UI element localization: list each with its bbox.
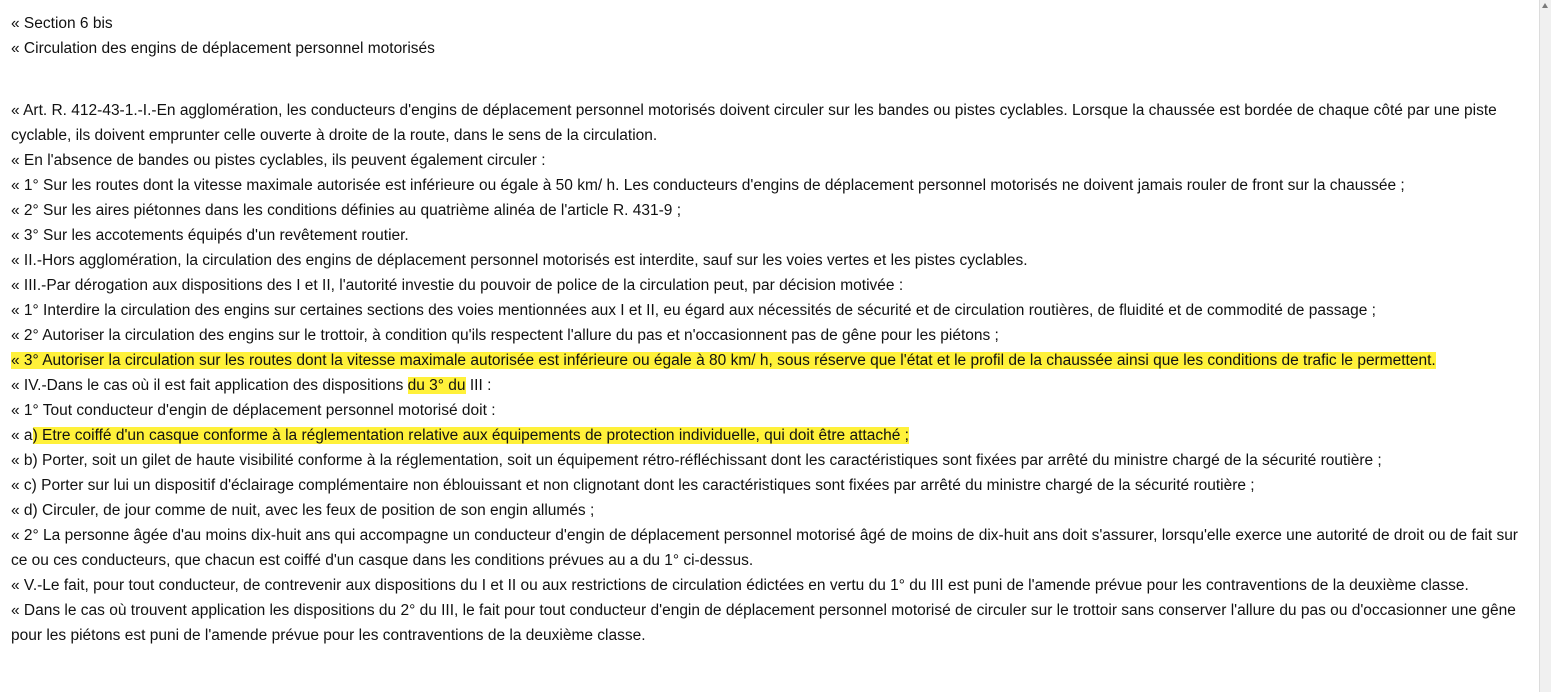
article-paragraph: « Art. R. 412-43-1.-I.-En agglomération, les conducteurs d'engins de déplacement personnel motorisés doivent circuler sur les bandes ou pistes cyclables. Lorsque la chaussée est bordée de chaque côté par une piste cyclable, ils doivent emprunter celle ouverte à droite de la route, dans le sens de la circulation. xyxy=(11,102,1497,144)
spacer xyxy=(11,61,1537,98)
vertical-scrollbar[interactable] xyxy=(1539,0,1551,692)
paragraph-text: III : xyxy=(465,377,492,394)
highlight: « 3° Autoriser la circulation sur les routes dont la vitesse maximale autorisée est inférieure ou égale à 80 km/ h, sous réserve que l'état et le profil de la chaussée ainsi que les conditions de trafic le permettent. xyxy=(11,352,1436,369)
scroll-up-arrow-icon[interactable] xyxy=(1542,3,1548,8)
article-paragraph: « 1° Sur les routes dont la vitesse maximale autorisée est inférieure ou égale à 50 km/ h. Les conducteurs d'engins de déplacement personnel motorisés ne doivent jamais rouler de front sur la chaussée ; xyxy=(11,177,1405,194)
article-paragraph: « 2° Sur les aires piétonnes dans les conditions définies au quatrième alinéa de l'article R. 431-9 ; xyxy=(11,202,682,219)
article-paragraph: « 3° Sur les accotements équipés d'un revêtement routier. xyxy=(11,227,409,244)
article-paragraph: « 2° Autoriser la circulation des engins sur le trottoir, à condition qu'ils respectent l'allure du pas et n'occasionnent pas de gêne pour les piétons ; xyxy=(11,327,999,344)
article-paragraph: « 1° Interdire la circulation des engins sur certaines sections des voies mentionnées aux I et II, eu égard aux nécessités de sécurité et de circulation routières, de fluidité et de commodité de passage ; xyxy=(11,302,1376,319)
article-paragraph: « 1° Tout conducteur d'engin de déplacement personnel motorisé doit : xyxy=(11,402,496,419)
highlight: ) Etre coiffé d'un casque conforme à la réglementation relative aux équipements de protection individuelle, qui doit être attaché ; xyxy=(32,427,909,444)
article-paragraph: « d) Circuler, de jour comme de nuit, avec les feux de position de son engin allumés ; xyxy=(11,502,595,519)
article-paragraph: « V.-Le fait, pour tout conducteur, de contrevenir aux dispositions du I et II ou aux restrictions de circulation édictées en vertu du 1° du III est puni de l'amende prévue pour les contraventions de la deuxième classe. xyxy=(11,577,1469,594)
article-paragraph: « II.-Hors agglomération, la circulation des engins de déplacement personnel motorisés est interdite, sauf sur les voies vertes et les pistes cyclables. xyxy=(11,252,1028,269)
highlight: du 3° du xyxy=(407,377,466,394)
article-paragraph: « Dans le cas où trouvent application les dispositions du 2° du III, le fait pour tout conducteur d'engin de déplacement personnel motorisé de circuler sur le trottoir sans conserver l'allure du pas ou d'occasionner une gêne pour les piétons est puni de l'amende prévue pour les contraventions de la deuxième classe. xyxy=(11,602,1516,644)
section-title: « Section 6 bis xyxy=(11,15,113,32)
section-subtitle: « Circulation des engins de déplacement personnel motorisés xyxy=(11,40,435,57)
article-paragraph-highlighted xyxy=(11,348,1537,373)
article-paragraph: « III.-Par dérogation aux dispositions des I et II, l'autorité investie du pouvoir de police de la circulation peut, par décision motivée : xyxy=(11,277,904,294)
article-paragraph: « En l'absence de bandes ou pistes cyclables, ils peuvent également circuler : xyxy=(11,152,546,169)
document-body xyxy=(11,11,1537,648)
paragraph-text: « a xyxy=(11,427,33,444)
article-paragraph: « c) Porter sur lui un dispositif d'éclairage complémentaire non éblouissant et non clignotant dont les caractéristiques sont fixées par arrêté du ministre chargé de la sécurité routière ; xyxy=(11,477,1255,494)
article-paragraph xyxy=(11,423,1537,448)
paragraph-text: « IV.-Dans le cas où il est fait application des dispositions xyxy=(11,377,408,394)
article-paragraph: « b) Porter, soit un gilet de haute visibilité conforme à la réglementation, soit un équipement rétro-réfléchissant dont les caractéristiques sont fixées par arrêté du ministre chargé de la sécurité routière ; xyxy=(11,452,1382,469)
article-paragraph: « 2° La personne âgée d'au moins dix-huit ans qui accompagne un conducteur d'engin de déplacement personnel motorisé âgé de moins de dix-huit ans doit s'assurer, lorsqu'elle exerce une autorité de droit ou de fait sur ce ou ces conducteurs, que chacun est coiffé d'un casque dans les conditions prévues au a du 1° ci-dessus. xyxy=(11,527,1518,569)
article-paragraph xyxy=(11,373,1537,398)
